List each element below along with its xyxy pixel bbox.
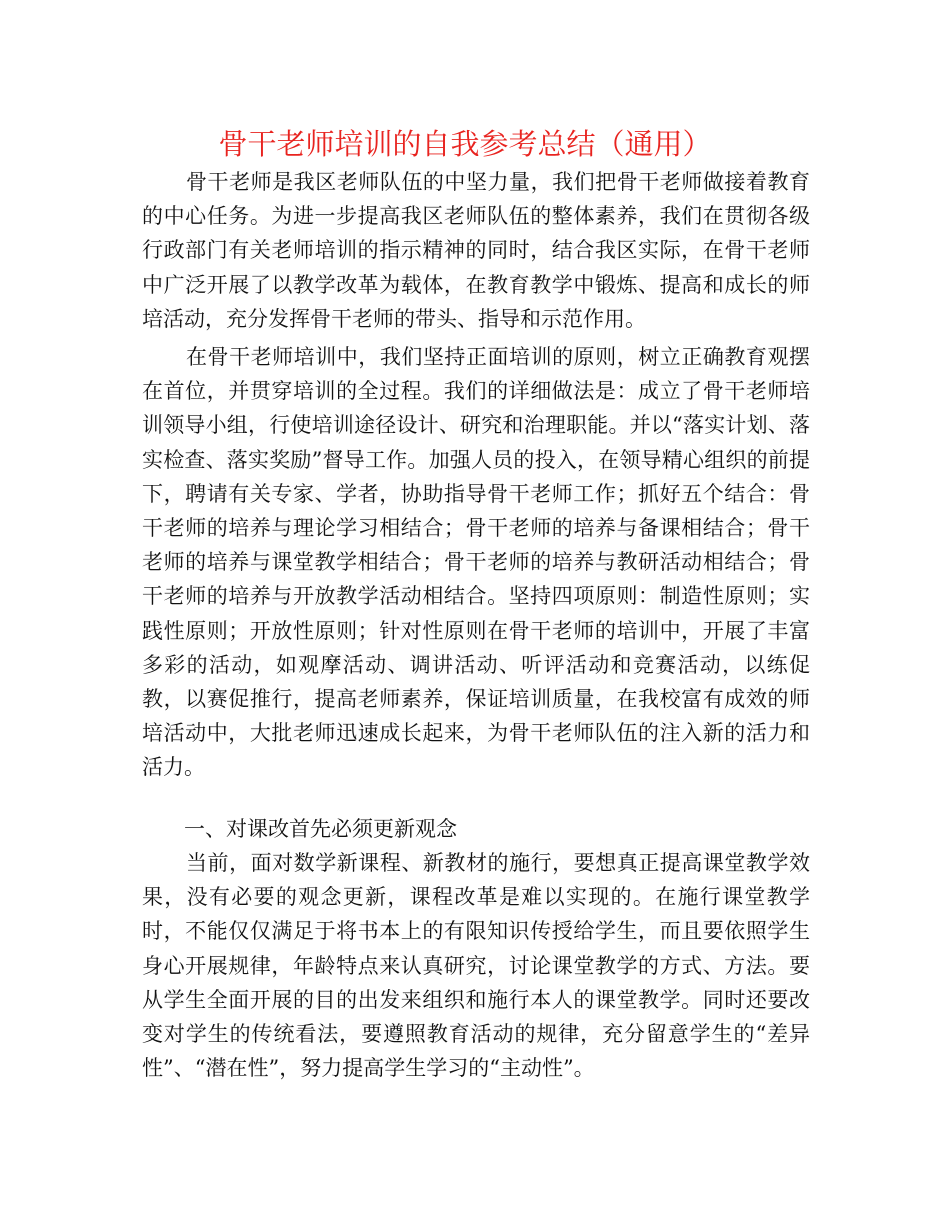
paragraph-intro: 骨干老师是我区老师队伍的中坚力量，我们把骨干老师做接着教育的中心任务。为进一步提高我区老师队伍的整体素养，我们在贯彻各级行政部门有关老师培训的指示精神的同时，结合我区实际，在骨干老师中广泛开展了以教学改革为载体，在教育教学中锻炼、提高和成长的师培活动，充分发挥骨干老师的带头、指导和示范作用。: [142, 170, 810, 331]
section-heading-1: 一、对课改首先必须更新观念: [184, 817, 457, 841]
document-title: 骨干老师培训的自我参考总结（通用）: [218, 127, 712, 161]
paragraph-update-concepts: 当前，面对数学新课程、新教材的施行，要想真正提高课堂教学效果，没有必要的观念更新，课程改革是难以实现的。在施行课堂教学时，不能仅仅满足于将书本上的有限知识传授给学生，而且要依照学生身心开展规律，年龄特点来认真研究，讨论课堂教学的方式、方法。要从学生全面开展的目的出发来组织和施行本人的课堂教学。同时还要改变对学生的传统看法，要遵照教育活动的规律，充分留意学生的“差异性”、“潜在性”，努力提高学生学习的“主动性”。: [142, 851, 810, 1081]
paragraph-training-method: 在骨干老师培训中，我们坚持正面培训的原则，树立正确教育观摆在首位，并贯穿培训的全过程。我们的详细做法是：成立了骨干老师培训领导小组，行使培训途径设计、研究和治理职能。并以“落实计划、落实检查、落实奖励”督导工作。加强人员的投入，在领导精心组织的前提下，聘请有关专家、学者，协助指导骨干老师工作；抓好五个结合：骨干老师的培养与理论学习相结合；骨干老师的培养与备课相结合；骨干老师的培养与课堂教学相结合；骨干老师的培养与教研活动相结合；骨干老师的培养与开放教学活动相结合。坚持四项原则：制造性原则；实践性原则；开放性原则；针对性原则在骨干老师的培训中，开展了丰富多彩的活动，如观摩活动、调讲活动、听评活动和竞赛活动，以练促教，以赛促推行，提高老师素养，保证培训质量，在我校富有成效的师培活动中，大批老师迅速成长起来，为骨干老师队伍的注入新的活力和活力。: [142, 345, 810, 780]
